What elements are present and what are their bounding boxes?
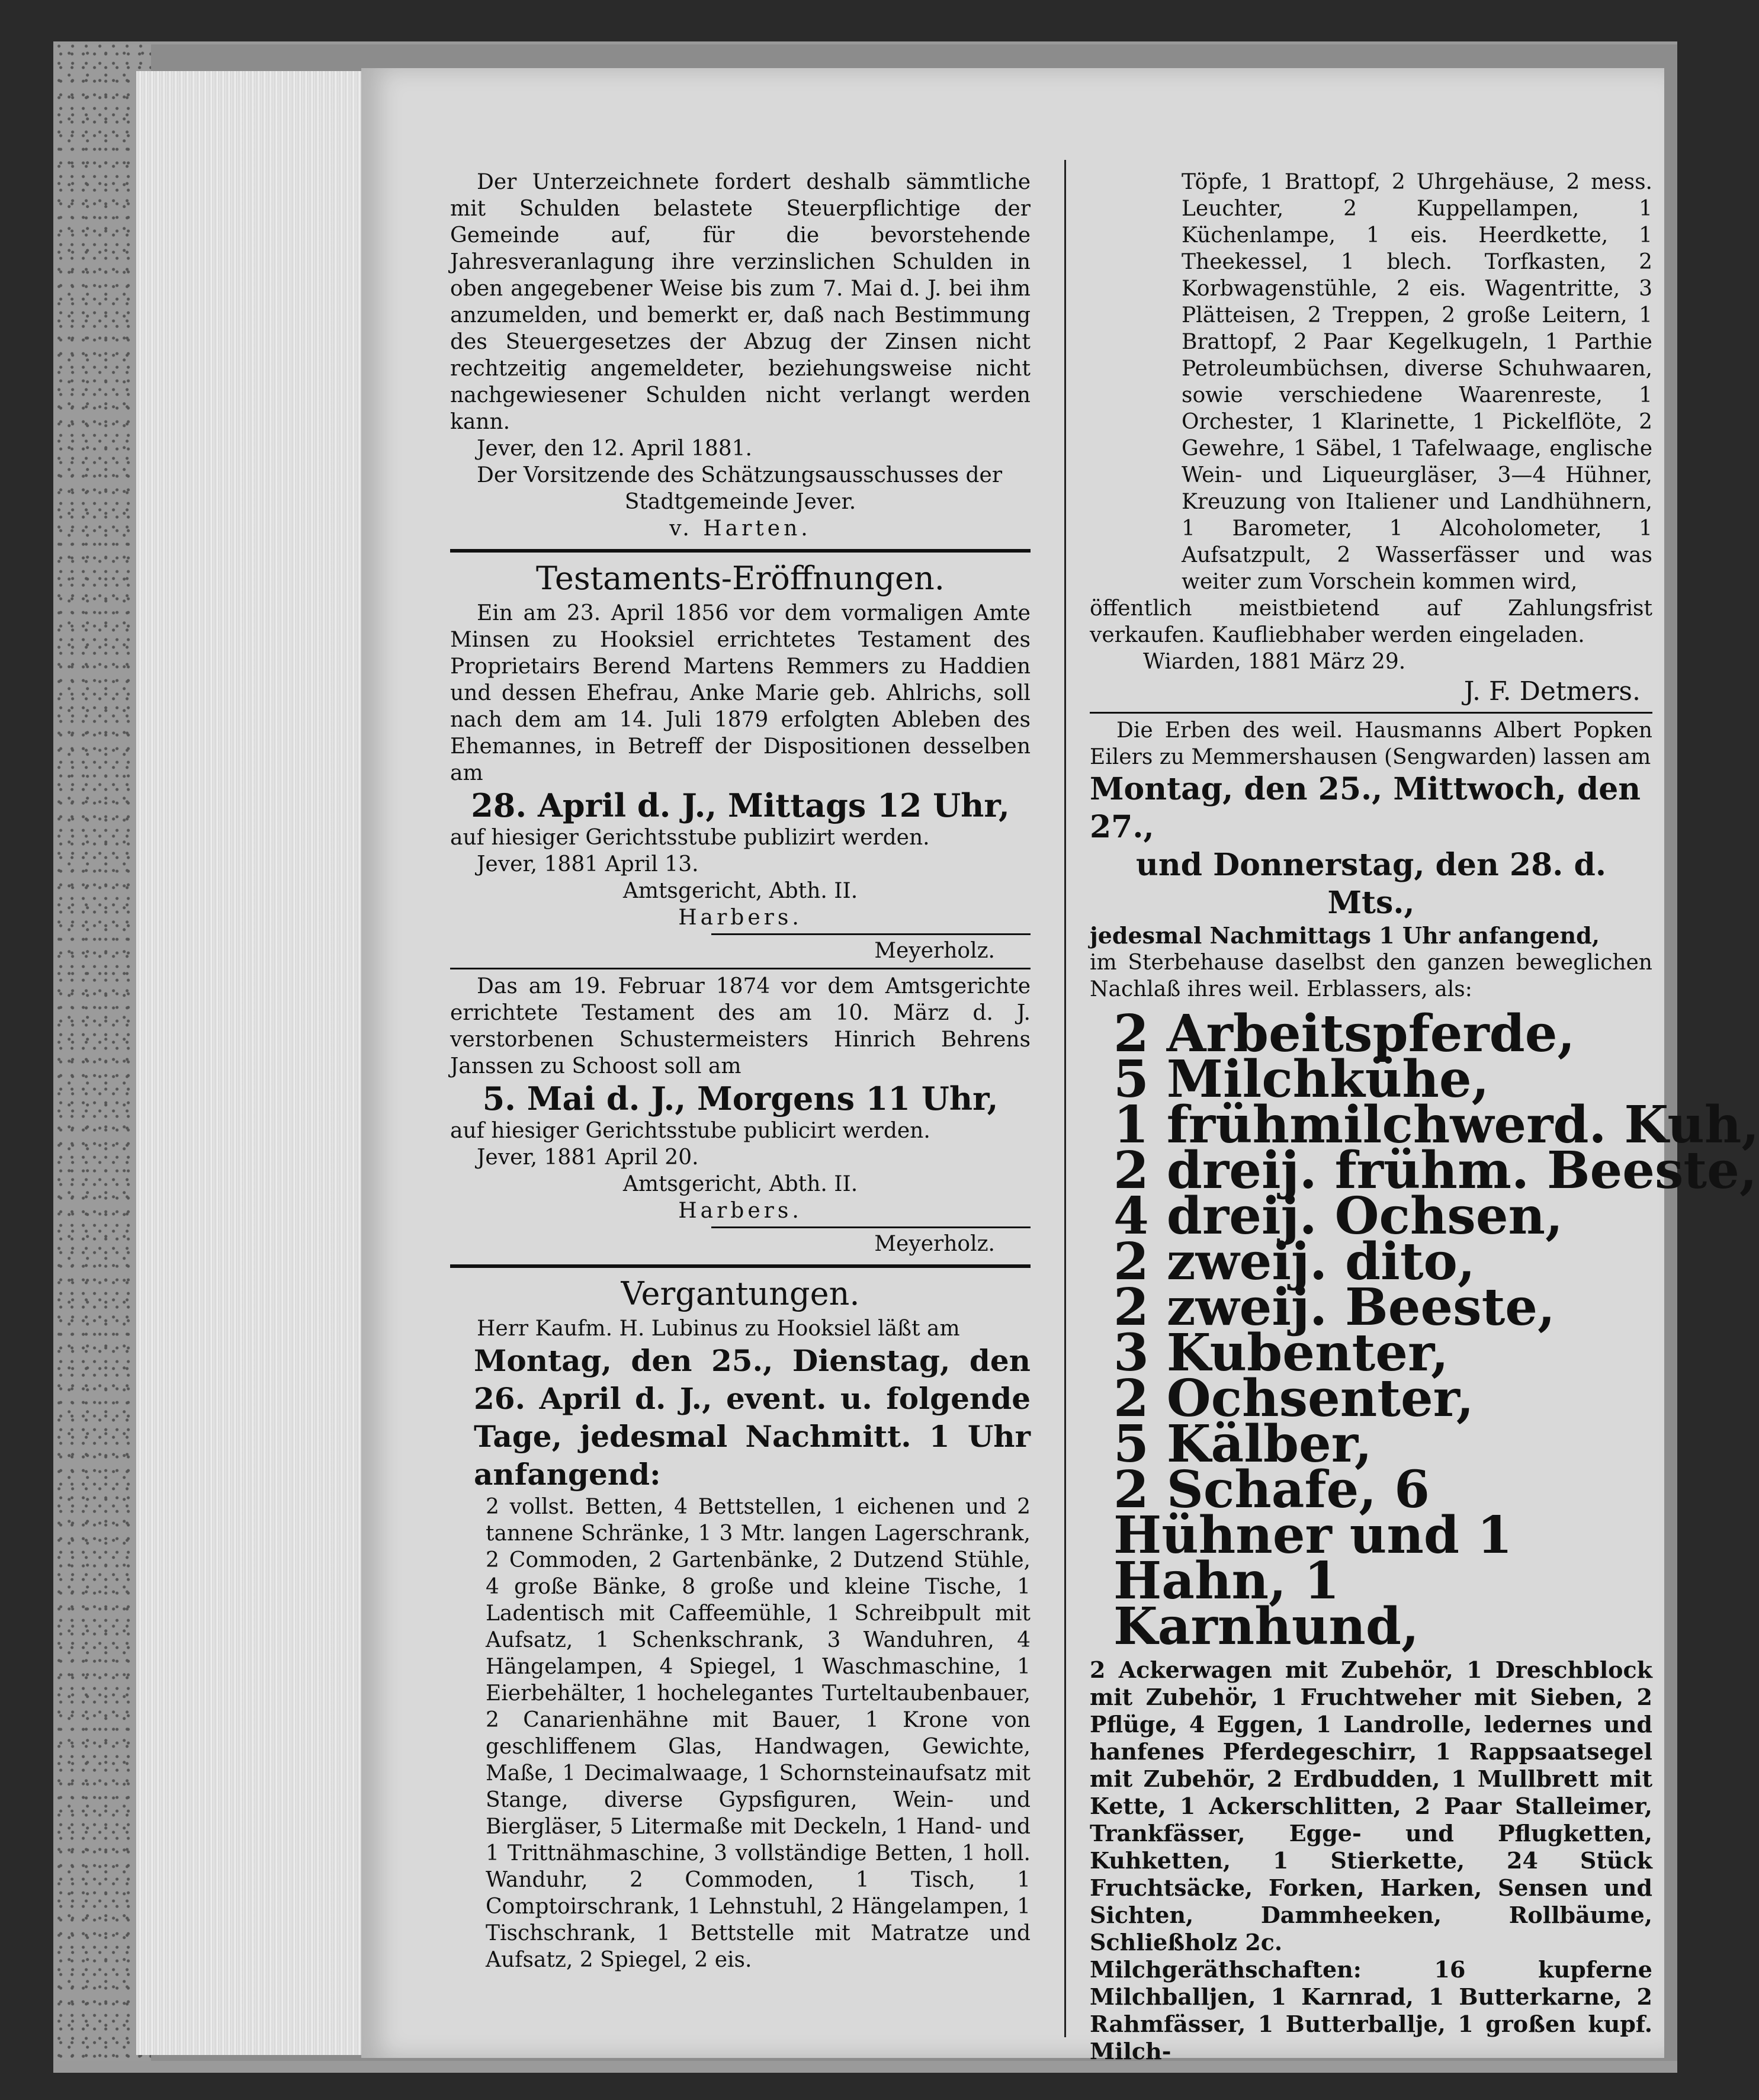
livestock-item: 5 Milchkühe, [1113,1049,1490,1109]
left-column [450,169,1031,1973]
section-rule [450,1264,1031,1268]
livestock-item: 2 dreij. frühm. Beeste, [1113,1141,1757,1200]
auction2-text: im Sterbehause daselbst den ganzen beweglichen Nachlaß ihres weil. Erblassers, als: [1090,951,1652,1001]
right-column [1090,169,1759,2065]
testament1-text: Ein am 23. April 1856 vor dem vormaligen Amte Minsen zu Hooksiel errichtetes Testament des Proprietairs Berend Martens Remmers zu Haddien und dessen Ehefrau, Anke Marie geb. Ahlrichs, soll nach dem am 14. Juli 1879 erfolgten Ableben des Ehemannes, in Betreff der Dispositionen desselben am [450,601,1031,785]
testament1-date: Jever, 1881 April 13. [477,852,699,876]
section-rule [450,549,1031,553]
notice-signature-2: Stadtgemeinde Jever. [624,490,856,514]
testament1-tail: auf hiesiger Gerichtsstube publizirt werden. [450,826,930,850]
auction1-items-continued: Töpfe, 1 Brattopf, 2 Uhrgehäuse, 2 mess. Leuchter, 2 Kuppellampen, 1 Küchenlampe, 1 eis. Heerdkette, 1 Theekessel, 1 blech. Torfkasten, 2 Korbwagenstühle, 2 eis. Wagentritte, 3 Plätteisen, 2 Treppen, 2 große Leitern, 1 Brattopf, 2 Paar Kegelkugeln, 1 Parthie Petroleumbüchsen, diverse Schuhwaaren, sowie verschiedene Waarenreste, 1 Orchester, 1 Klarinette, 1 Pickelflöte, 2 Gewehre, 1 Säbel, 1 Tafelwaage, englische Wein- und Liqueurgläser, 3—4 Hühner, Kreuzung von Italiener und Landhühnern, 1 Barometer, 1 Alcoholometer, 1 Aufsatzpult, 2 Wasserfässer und was weiter zum Vorschein kommen wird, [1182,170,1652,594]
auction2-time: jedesmal Nachmittags 1 Uhr anfangend, [1090,922,1600,949]
testament2-court: Amtsgericht, Abth. II. [622,1172,858,1196]
livestock-item: 5 Kälber, [1113,1414,1372,1474]
clerk-rule [711,1226,1031,1228]
livestock-list [1090,1004,1759,1656]
testament2-date: Jever, 1881 April 20. [477,1145,699,1170]
livestock-item: 3 Kubenter, [1113,1323,1449,1383]
livestock-item: 4 dreij. Ochsen, [1113,1186,1564,1246]
testament1-clerk: Meyerholz. [874,939,995,963]
auction2-dates-1: Montag, den 25., Mittwoch, den 27., [1090,771,1641,845]
testament2-text: Das am 19. Februar 1874 vor dem Amtsgerichte errichtete Testament des am 10. März d. J. verstorbenen Schustermeisters Hinrich Behrens Janssen zu Schoost soll am [450,974,1031,1078]
auction1-date: Wiarden, 1881 März 29. [1143,650,1406,674]
testament1-court: Amtsgericht, Abth. II. [622,879,858,903]
auction2-dates-2: und Donnerstag, den 28. d. Mts., [1136,847,1606,921]
clerk-rule [711,933,1031,935]
notice-text: Der Unterzeichnete fordert deshalb sämmtliche mit Schulden belastete Steuerpflichtige der Gemeinde auf, für die bevorstehende Jahresveranlagung ihre verzinslichen Schulden in oben angegebener Weise bis zum 7. Mai d. J. bei ihm anzumelden, und bemerkt er, daß nach Bestimmung des Steuergesetzes der Abzug der Zinsen nicht rechtzeitig angemeldeter, beziehungsweise nicht nachgewiesener Schulden nicht verlangt werden kann. [450,170,1031,434]
auction2-items: 2 Ackerwagen mit Zubehör, 1 Dreschblock mit Zubehör, 1 Fruchtweher mit Sieben, 2 Pflüge, 4 Eggen, 1 Landrolle, ledernes und hanfenes Pferdegeschirr, 1 Rappsaatsegel mit Zubehör, 2 Erdbudden, 1 Mullbrett mit Kette, 1 Ackerschlitten, 2 Paar Stalleimer, Trankfässer, Egge- und Pflugketten, Kuhketten, 1 Stierkette, 24 Stück Fruchtsäcke, Forken, Harken, Sensen und Sichten, Dammheeken, Rollbäume, Schließholz 2c. [1090,1656,1652,1955]
livestock-item: 2 zweij. dito, [1113,1232,1475,1292]
notice-signature-1: Der Vorsitzende des Schätzungsausschusses der [477,463,1003,487]
dairy-items: 16 kupferne Milchballjen, 1 Karnrad, 1 Butterkarne, 2 Rahmfässer, 1 Butterballje, 1 großen kupf. Milch- [1090,1956,1652,2064]
livestock-item: 2 Ochsenter, [1113,1369,1474,1428]
notice-rule [450,968,1031,969]
notice-name: v. Harten. [669,516,811,541]
section-heading-auctions: Vergantungen. [621,1275,860,1312]
page-block-edges [136,71,385,2055]
auction2-dairy [1090,1956,1652,2065]
livestock-item: 1 frühmilchwerd. Kuh, [1113,1095,1759,1155]
auction1-name: J. F. Detmers. [1463,676,1641,707]
notice-date: Jever, den 12. April 1881. [477,436,752,461]
testament2-tail: auf hiesiger Gerichtsstube publicirt werden. [450,1119,930,1143]
auction2-intro: Die Erben des weil. Hausmanns Albert Popken Eilers zu Memmershausen (Sengwarden) lassen am [1090,718,1652,769]
testament2-date-big: 5. Mai d. J., Morgens 11 Uhr, [482,1080,999,1118]
livestock-item-last: 2 Schafe, 6 Hühner und 1 Hahn, 1 Karnhund, [1113,1460,1513,1656]
column-divider [1064,160,1066,2037]
dairy-label: Milchgeräthschaften: [1090,1956,1362,1983]
section-heading-testaments: Testaments-Eröffnungen. [536,560,945,597]
testament2-clerk: Meyerholz. [874,1232,995,1256]
auction1-items: 2 vollst. Betten, 4 Bettstellen, 1 eichenen und 2 tannene Schränke, 1 3 Mtr. langen Lagerschrank, 2 Commoden, 2 Gartenbänke, 2 Dutzend Stühle, 4 große Bänke, 8 große und kleine Tische, 1 Ladentisch mit Caffeemühle, 1 Schreibpult mit Aufsatz, 1 Schenkschrank, 3 Wanduhren, 4 Hängelampen, 4 Spiegel, 1 Waschmaschine, 1 Eierbehälter, 1 hochelegantes Turteltaubenbauer, 2 Canarienhähne mit Bauer, 1 Krone von geschliffenem Glas, Handwagen, Gewichte, Maße, 1 Decimalwaage, 1 Schornsteinaufsatz mit Stange, diverse Gypsfiguren, Wein- und Biergläser, 5 Litermaße mit Deckeln, 1 Hand- und 1 Trittnähmaschine, 3 vollständige Betten, 1 holl. Wanduhr, 2 Commoden, 1 Tisch, 1 Comptoirschrank, 1 Lehnstuhl, 2 Hängelampen, 1 Tischschrank, 1 Bettstelle mit Matratze und Aufsatz, 2 Spiegel, 2 eis. [486,1495,1031,1972]
testament1-date-big: 28. April d. J., Mittags 12 Uhr, [471,786,1010,824]
auction1-dates: Montag, den 25., Dienstag, den 26. April d. J., event. u. folgende Tage, jedesmal Nachmitt. 1 Uhr anfangend: [474,1343,1031,1492]
livestock-item: 2 Arbeitspferde, [1113,1004,1575,1064]
auction1-intro: Herr Kaufm. H. Lubinus zu Hooksiel läßt am [477,1316,960,1341]
livestock-item: 2 zweij. Beeste, [1113,1277,1555,1337]
testament2-name: Harbers. [678,1199,803,1223]
testament1-name: Harbers. [678,905,803,930]
auction1-tail: öffentlich meistbietend auf Zahlungsfrist verkaufen. Kaufliebhaber werden eingeladen. [1090,596,1652,647]
notice-rule [1090,712,1652,714]
